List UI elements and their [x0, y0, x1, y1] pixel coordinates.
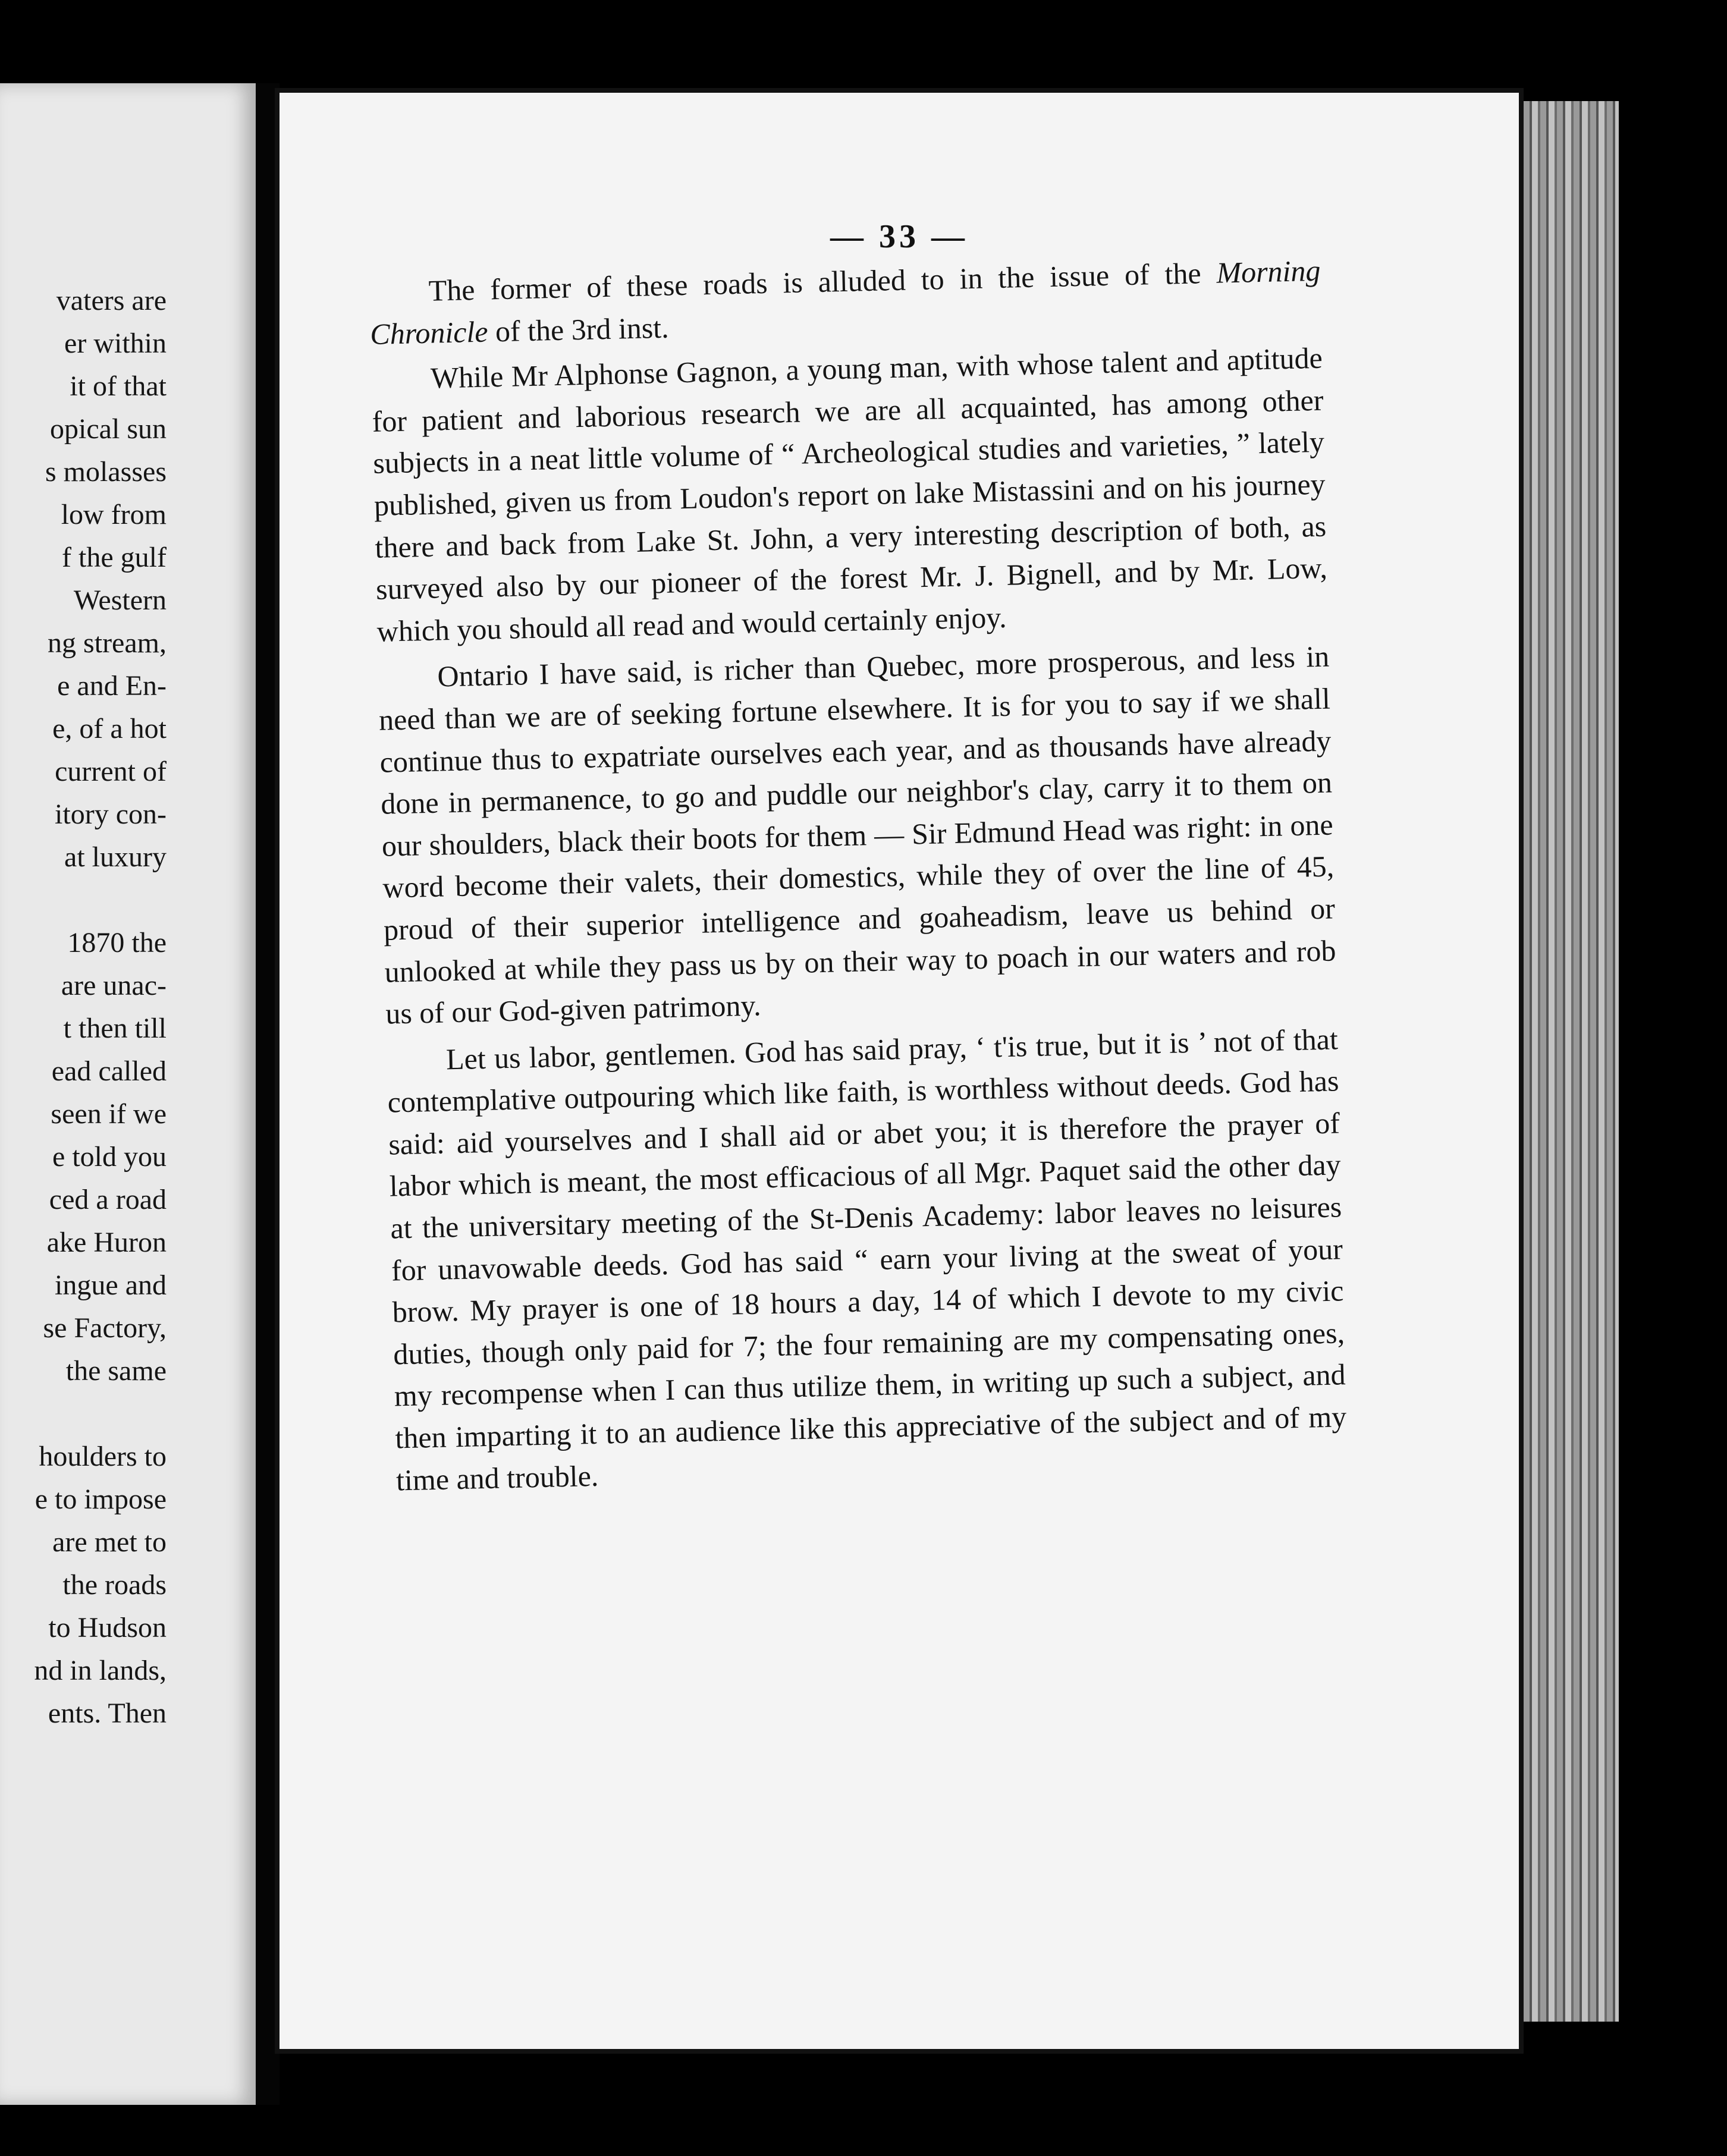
left-paragraph-gap [0, 1393, 167, 1435]
left-line: t then till [63, 1013, 167, 1044]
paragraph-2: While Mr Alphonse Gagnon, a young man, with whose talent and aptitude for patient and laborious research we are all acquainted, has among other subjects in a neat little volume of “ Archeological studies and varieties, ” lately published, given us from Loudon's report on lake Mistassini and on his journey there and back from Lake St. John, a very interesting description of both, as surveyed also by our pioneer of the forest Mr. J. Bignell, and by Mr. Low, which you should all read and would certainly enjoy. [372, 341, 1328, 648]
left-line: e to impose [34, 1484, 167, 1515]
left-line: ents. Then [48, 1698, 167, 1729]
left-line: the roads [62, 1569, 167, 1601]
left-line: 1870 the [67, 927, 167, 958]
left-line: at luxury [64, 841, 167, 873]
left-line: seen if we [51, 1098, 167, 1130]
left-line: se Factory, [43, 1312, 167, 1344]
left-line: vaters are [56, 285, 167, 316]
left-line: low from [61, 499, 167, 530]
left-line: itory con- [55, 799, 167, 830]
left-page [0, 83, 256, 2105]
newspaper-title: Morning Chronicle [369, 253, 1321, 351]
page-edges [1524, 101, 1619, 2022]
left-line: the same [65, 1355, 167, 1387]
left-line: ake Huron [46, 1227, 167, 1258]
paragraph-1-end: of the 3rd inst. [495, 310, 670, 348]
left-line: ingue and [55, 1269, 167, 1301]
left-line: are unac- [61, 970, 167, 1001]
paragraph-3: Ontario I have said, is richer than Quebec, more prosperous, and less in need than we are of seeking fortune elsewhere. It is for you to say if we shall continue thus to expatriate ourselves each year, and as thousands have already done in permanence, to go and puddle our neighbor's clay, carry it to them on our shoulders, black their boots for them — Sir Edmund Head was right: in one word become their valets, their domestics, while they of over the line of 45, proud of their superior intelligence and goaheadism, leave us behind or unlooked at while they pass us by on their way to poach in our waters and rob us of our God-given patrimony. [378, 639, 1336, 1030]
page-number: — 33 — [830, 218, 968, 255]
body-text [369, 250, 1348, 1501]
right-page [275, 88, 1524, 2054]
left-line: ng stream, [48, 627, 167, 659]
left-line: current of [55, 756, 167, 787]
left-line: it of that [70, 370, 167, 402]
left-page-text [0, 279, 167, 1735]
left-line: ced a road [49, 1184, 167, 1215]
paragraph-1 [369, 250, 1322, 355]
left-line: er within [64, 328, 167, 359]
left-paragraph-gap [0, 879, 167, 922]
paragraph-4: Let us labor, gentlemen. God has said pray, ‘ t'is true, but it is ’ not of that contemplative outpouring which like faith, is worthless without deeds. God has said: aid yourselves and I shall aid or abet you; it is therefore the prayer of labor which is meant, the most efficacious of all Mgr. Paquet said the other day at the universitary meeting of the St-Denis Academy: labor leaves no leisures for unavowable deeds. God has said “ earn your living at the sweat of your brow. My prayer is one of 18 hours a day, 14 of which I devote to my civic duties, though only paid for 7; the four remaining are my compensating ones, my recompense when I can thus utilize them, in writing up such a subject, and then imparting it to an audience like this appreciative of the subject and of my time and trouble. [387, 1022, 1347, 1497]
left-line: e told you [52, 1141, 167, 1173]
left-line: e and En- [57, 670, 167, 702]
paragraph-1-start: The former of these roads is alluded to in the issue of the [428, 256, 1202, 307]
left-line: ead called [51, 1055, 167, 1087]
left-line: houlders to [39, 1441, 167, 1472]
left-line: nd in lands, [34, 1655, 167, 1686]
left-line: s molasses [45, 456, 167, 488]
left-line: to Hudson [48, 1612, 167, 1643]
left-line: e, of a hot [52, 713, 167, 744]
left-line: are met to [52, 1526, 167, 1558]
left-line: opical sun [50, 413, 167, 445]
left-line: f the gulf [62, 542, 167, 573]
left-line: Western [73, 584, 167, 616]
